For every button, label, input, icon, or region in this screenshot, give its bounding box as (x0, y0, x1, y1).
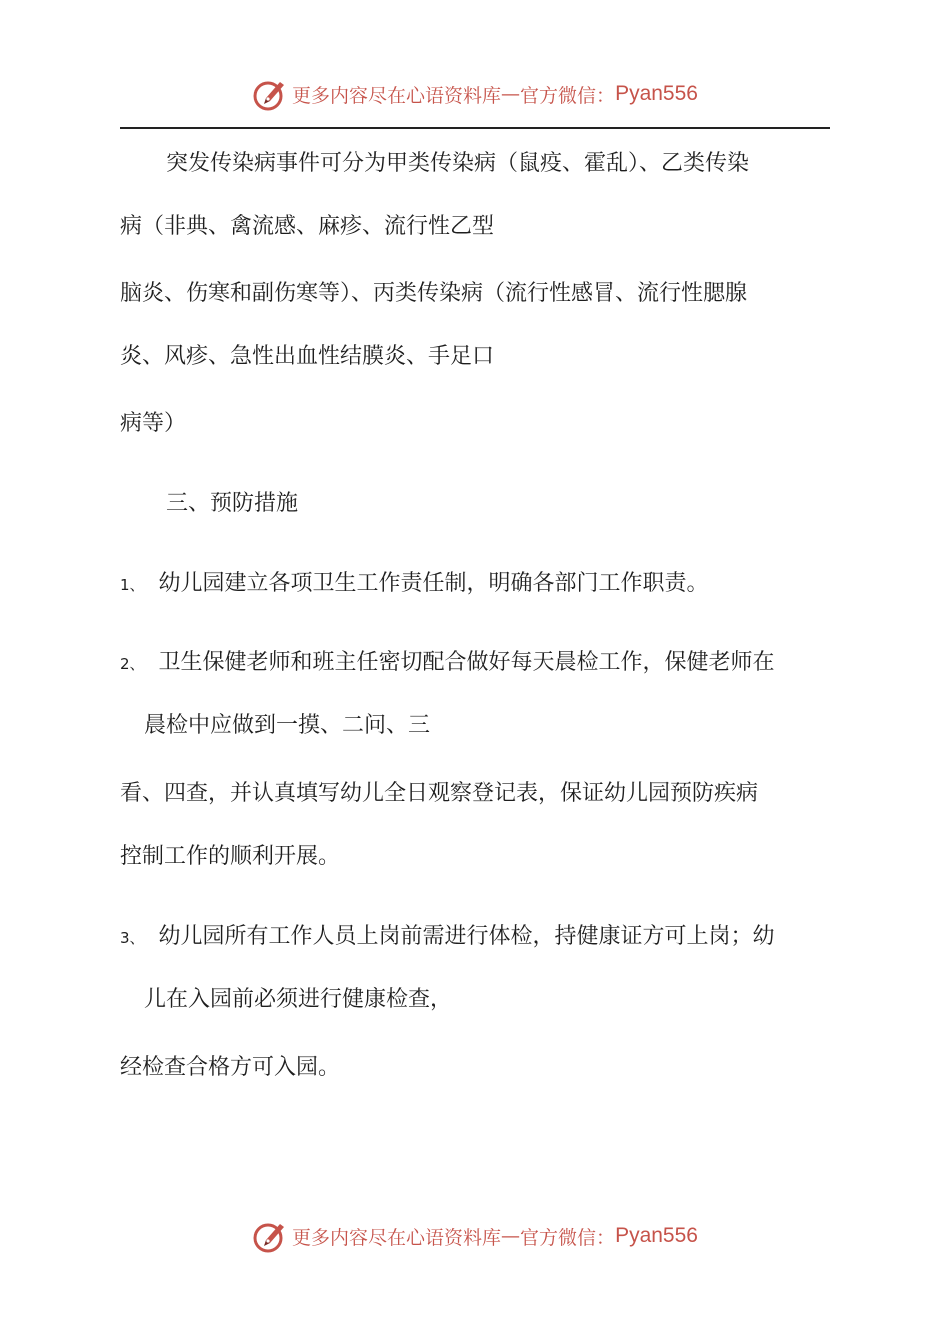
paragraph-line: 经检查合格方可入园。 (120, 1055, 341, 1080)
list-item-text: 幼儿园建立各项卫生工作责任制，明确各部门工作职责。 (158, 571, 709, 596)
pen-nib-circle-icon (252, 1218, 288, 1254)
pen-nib-circle-icon (252, 76, 288, 112)
header-slogan: 更多内容尽在心语资料库 (292, 84, 502, 107)
list-item-text: 卫生保健老师和班主任密切配合做好每天晨检工作，保健老师在 (158, 650, 775, 675)
paragraph-line: 炎、风疹、急性出血性结膜炎、手足口 (120, 344, 495, 369)
list-item-number: 3、 (120, 929, 145, 947)
section-heading: 三、预防措施 (166, 491, 299, 516)
footer-slogan: 更多内容尽在心语资料库 (292, 1226, 502, 1249)
paragraph-line: 突发传染病事件可分为甲类传染病（鼠疫、霍乱）、乙类传染 (166, 151, 750, 176)
footer-wechat-handle: Pyan556 (615, 1224, 698, 1247)
footer-banner (0, 1216, 950, 1256)
header-wechat-handle: Pyan556 (615, 82, 698, 105)
header-divider (120, 127, 830, 129)
paragraph-line: 看、四查，并认真填写幼儿全日观察登记表，保证幼儿园预防疾病 (120, 781, 759, 806)
paragraph-line: 病（非典、禽流感、麻疹、流行性乙型 (120, 214, 495, 239)
list-item (120, 922, 775, 953)
list-item-text: 幼儿园所有工作人员上岗前需进行体检，持健康证方可上岗；幼 (158, 924, 775, 949)
list-item-number: 1、 (120, 576, 145, 594)
header-banner (0, 74, 950, 114)
paragraph-line: 控制工作的顺利开展。 (120, 844, 341, 869)
paragraph-line: 儿在入园前必须进行健康检查， (144, 987, 453, 1012)
paragraph-line: 脑炎、伤寒和副伤寒等）、丙类传染病（流行性感冒、流行性腮腺 (120, 281, 748, 306)
footer-wechat-label: 官方微信： (520, 1226, 616, 1249)
list-item (120, 648, 775, 679)
list-item-number: 2、 (120, 655, 145, 673)
footer-separator: — (501, 1225, 521, 1247)
list-item (120, 569, 709, 600)
paragraph-line: 晨检中应做到一摸、二问、三 (144, 713, 431, 738)
header-separator: — (501, 83, 521, 105)
paragraph-line: 病等） (120, 411, 187, 436)
header-wechat-label: 官方微信： (520, 84, 616, 107)
